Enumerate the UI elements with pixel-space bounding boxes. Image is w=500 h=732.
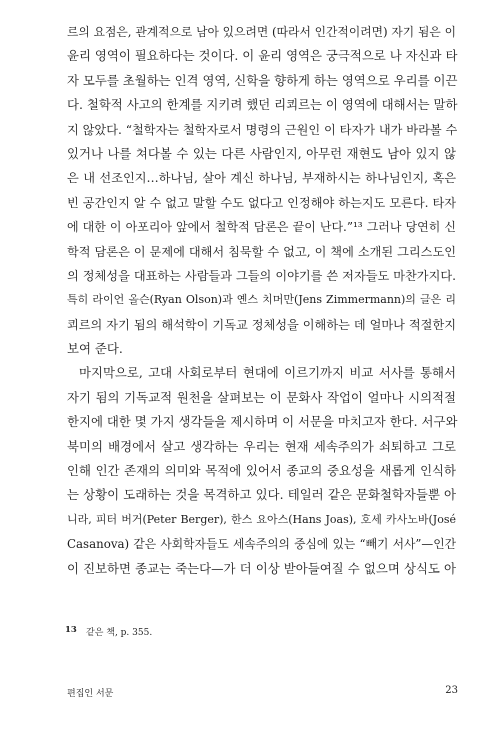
paragraph-1 bbox=[67, 20, 456, 361]
footnote-text: 같은 책, p. 355. bbox=[86, 628, 153, 638]
text-line: 에 대한 이 아포리아 앞에서 철학적 담론은 끝이 난다.”¹³ 그러나 당연히 신 bbox=[67, 220, 456, 235]
text-line: 이 진보하면 종교는 죽는다—가 더 이상 받아들여질 수 없으며 상식도 아 bbox=[67, 560, 456, 576]
text-line: 보여 준다. bbox=[67, 341, 123, 357]
text-line: 다. 철학적 사고의 한계를 지키려 했던 리쾨르는 이 영역에 대해서는 말하 bbox=[67, 97, 458, 113]
text-line: Casanova) 같은 사회학자들도 세속주의의 중심에 있는 “빼기 서사”—인간 bbox=[67, 537, 456, 552]
text-line: 은 내 선조인지…하나님, 살아 계신 하나님, 부재하시는 하나님인지, 혹은 bbox=[67, 171, 456, 186]
text-line: 니라, 피터 버거(Peter Berger), 한스 요아스(Hans Joas), 호세 카사노바(José bbox=[67, 512, 456, 526]
text-line: 자기 됨의 기독교적 원천을 살펴보는 이 문화사 작업이 얼마나 시의적절 bbox=[67, 389, 456, 405]
text-line: 북미의 배경에서 살고 생각하는 우리는 현재 세속주의가 쇠퇴하고 그로 bbox=[67, 438, 456, 454]
page-number: 23 bbox=[445, 685, 458, 696]
footnote-number: 13 bbox=[65, 625, 77, 635]
text-line: 학적 담론은 이 문제에 대해서 침묵할 수 없고, 이 책에 소개된 그리스도인 bbox=[67, 244, 456, 259]
text-line: 윤리 영역이 필요하다는 것이다. 이 윤리 영역은 궁극적으로 나 자신과 타 bbox=[67, 48, 458, 64]
footnote bbox=[65, 625, 153, 638]
text-line: 특히 라이언 올슨(Ryan Olson)과 옌스 치머만(Jens Zimmermann)의 글은 리 bbox=[67, 293, 456, 307]
text-line: 는 상황이 도래하는 것을 목격하고 있다. 테일러 같은 문화철학자들뿐 아 bbox=[67, 487, 456, 503]
paragraph-2 bbox=[67, 361, 456, 581]
text-line: 빈 공간인지 알 수 없고 말할 수도 없다고 인정해야 하는지도 모른다. 타자 bbox=[67, 195, 456, 210]
text-line: 쾨르의 자기 됨의 해석학이 기독교 정체성을 이해하는 데 얼마나 적절한지 bbox=[67, 317, 456, 332]
text-line: 르의 요점은, 관계적으로 남아 있으려면 (따라서 인간적이려면) 자기 됨은 이 bbox=[67, 25, 456, 39]
text-line: 의 정체성을 대표하는 사람들과 그들의 이야기를 쓴 저자들도 마찬가지다. bbox=[67, 268, 456, 283]
text-line: 자 모두를 초월하는 인격 영역, 신학을 향하게 하는 영역으로 우리를 이끈 bbox=[67, 72, 458, 88]
text-line: 있거나 나를 쳐다볼 수 있는 다른 사람인지, 아무런 재현도 남아 있지 않 bbox=[67, 145, 456, 161]
running-title: 편집인 서문 bbox=[67, 689, 114, 699]
body-text bbox=[67, 20, 456, 581]
text-line: 인해 인간 존재의 의미와 목적에 있어서 종교의 중요성을 새롭게 인식하 bbox=[67, 463, 456, 479]
text-line: 한지에 대한 몇 가지 생각들을 제시하며 이 서문을 마치고자 한다. 서구와 bbox=[67, 414, 458, 430]
text-line: 마지막으로, 고대 사회로부터 현대에 이르기까지 비교 서사를 통해서 bbox=[79, 365, 456, 381]
text-line: 지 않았다. “철학자는 철학자로서 명령의 근원인 이 타자가 내가 바라볼 수 bbox=[67, 122, 458, 137]
